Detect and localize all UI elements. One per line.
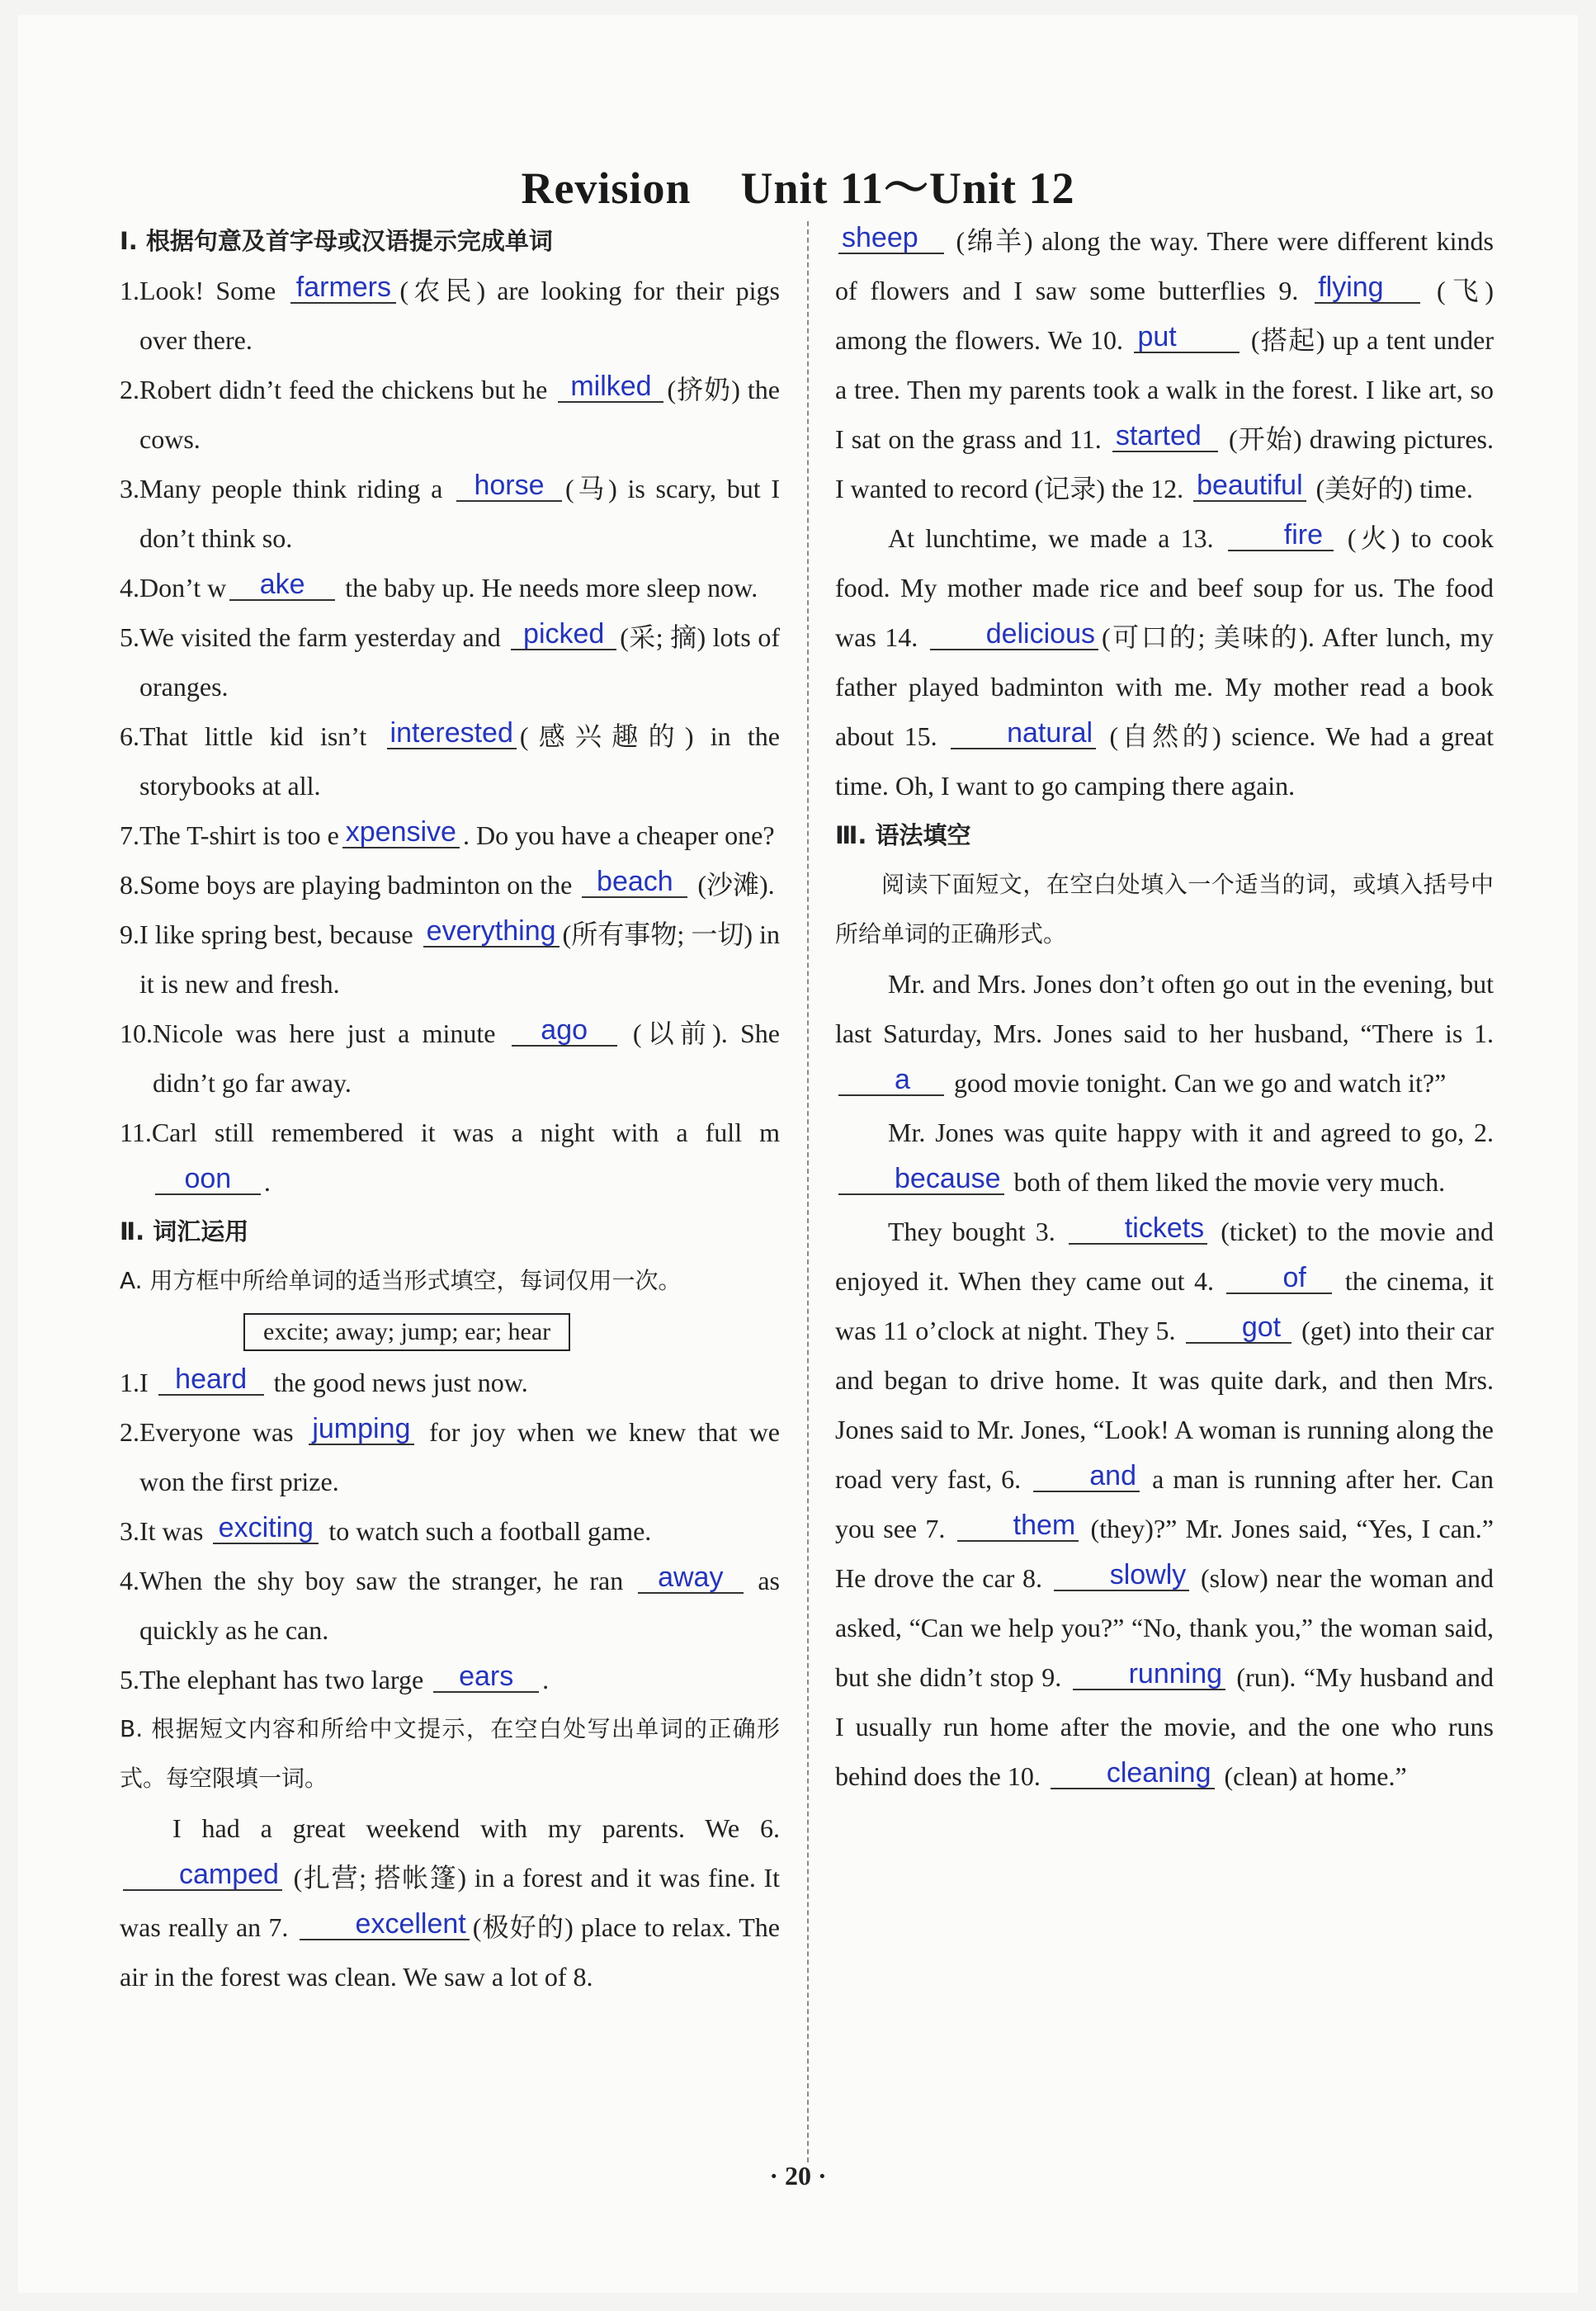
question-number: 10. — [120, 1018, 153, 1048]
question-item — [120, 1009, 780, 1108]
question-item — [120, 266, 780, 365]
answer-g7[interactable]: them — [957, 1510, 1079, 1542]
question-text: Everyone was jumping for joy when we knew that we won the first prize. — [139, 1413, 781, 1496]
question-item — [120, 1108, 780, 1207]
column-divider — [807, 221, 809, 2162]
question-item — [120, 811, 780, 860]
answer-b13[interactable]: fire — [1228, 520, 1334, 551]
question-text: Carl still remembered it was a night with a full moon . — [151, 1118, 780, 1197]
answer-blank[interactable]: milked — [558, 371, 663, 403]
question-number: 4. — [120, 573, 139, 603]
section-1-items — [120, 266, 780, 1207]
answer-blank[interactable]: interested — [387, 718, 517, 749]
answer-g5[interactable]: got — [1186, 1312, 1291, 1344]
question-number: 5. — [120, 622, 139, 652]
passage-b-paragraph-1-cont: sheep (绵羊) along the way. There were different kinds of flowers and I saw some butterflies 9. flying (飞) among the flowers. We 10. put (搭起) up a tent under a tree. Then my parents took a walk in the forest. I like art, so I sat on the grass and 11. started (开始) drawing pictures. I wanted to record (记录) the 12. beautiful (美好的) time. — [835, 222, 1494, 503]
question-text: The T-shirt is too e xpensive . Do you have a cheaper one? — [139, 816, 775, 850]
answer-blank[interactable]: ears — [433, 1661, 539, 1693]
section-2a-instruction: A. 用方框中所给单词的适当形式填空，每词仅用一次。 — [120, 1267, 682, 1294]
question-text: I heard the good news just now. — [139, 1363, 528, 1397]
page-number: · 20 · — [769, 2161, 827, 2190]
answer-blank[interactable]: away — [638, 1562, 744, 1594]
section-2-heading: Ⅱ. 词汇运用 — [120, 1217, 249, 1245]
section-2a-items — [120, 1358, 780, 1704]
question-text: The elephant has two large ears . — [139, 1661, 550, 1694]
answer-b8[interactable]: sheep — [838, 223, 944, 254]
answer-g6[interactable]: and — [1033, 1461, 1140, 1492]
question-number: 11. — [120, 1118, 152, 1147]
section-3-heading: Ⅲ. 语法填空 — [835, 821, 971, 849]
question-number: 3. — [120, 1516, 139, 1546]
grammar-paragraph-2: Mr. Jones was quite happy with it and agreed to go, 2. because both of them liked the movie very much. — [835, 1108, 1494, 1207]
question-item — [120, 464, 780, 563]
answer-blank[interactable]: ake — [229, 569, 335, 601]
question-number: 5. — [120, 1665, 139, 1694]
question-item — [120, 1655, 780, 1704]
answer-blank[interactable]: horse — [456, 470, 562, 502]
title-revision: Revision — [521, 163, 692, 213]
right-column — [835, 216, 1494, 1801]
answer-g9[interactable]: running — [1073, 1659, 1225, 1690]
question-text: Many people think riding a horse (马) is scary, but I don’t think so. — [139, 470, 780, 553]
grammar-paragraph-3: They bought 3. tickets (ticket) to the movie and enjoyed it. When they came out 4. of the cinema, it was 11 o’clock at night. They 5. got (get) into their car and began to drive home. It was quite dark, and then Mrs. Jones said to Mr. Jones, “Look! A woman is running along the road very fast, 6. and a man is running after her. Can you see 7. them (they)?” Mr. Jones said, “Yes, I can.” He drove the car 8. slowly (slow) near the woman and asked, “Can we help you?” “No, thank you,” the woman said, but she didn’t stop 9. running (run). “My husband and I usually run home after the movie, and the one who runs behind does the 10. cleaning (clean) at home.” — [835, 1212, 1494, 1791]
answer-b7[interactable]: excellent — [300, 1909, 470, 1940]
question-number: 6. — [120, 721, 139, 751]
answer-blank[interactable]: everything — [423, 916, 560, 948]
question-number: 1. — [120, 1368, 139, 1397]
left-column — [120, 216, 780, 2001]
answer-blank[interactable]: ago — [512, 1015, 617, 1047]
question-number: 8. — [120, 870, 139, 900]
passage-b-paragraph-2: At lunchtime, we made a 13. fire (火) to cook food. My mother made rice and beef soup for us. The food was 14. delicious (可口的; 美味的). After lunch, my father played badminton with me. My mother read a book about 15. natural (自然的) science. We had a great time. Oh, I want to go camping there again. — [835, 519, 1494, 801]
answer-g4[interactable]: of — [1226, 1263, 1332, 1294]
question-number: 2. — [120, 375, 139, 404]
answer-blank[interactable]: beach — [582, 867, 687, 898]
question-text: Nicole was here just a minute ago (以前). She didn’t go far away. — [153, 1014, 780, 1098]
answer-g3[interactable]: tickets — [1069, 1213, 1207, 1245]
answer-b9[interactable]: flying — [1315, 272, 1420, 304]
question-text: We visited the farm yesterday and picked (采; 摘) lots of oranges. — [139, 618, 780, 702]
answer-g8[interactable]: slowly — [1054, 1560, 1190, 1591]
question-text: Some boys are playing badminton on the beach (沙滩). — [139, 866, 775, 900]
question-item — [120, 365, 780, 464]
answer-b14[interactable]: delicious — [930, 619, 1098, 650]
answer-blank[interactable]: heard — [158, 1364, 264, 1396]
question-text: It was exciting to watch such a football game. — [139, 1512, 652, 1546]
word-box: excite; away; jump; ear; hear — [243, 1313, 570, 1351]
answer-blank[interactable]: jumping — [309, 1414, 414, 1445]
question-item — [120, 711, 780, 811]
question-number: 2. — [120, 1417, 139, 1447]
answer-g1[interactable]: a — [838, 1065, 944, 1096]
answer-b10[interactable]: put — [1134, 322, 1239, 353]
answer-b15[interactable]: natural — [951, 718, 1096, 749]
answer-blank[interactable]: xpensive — [342, 817, 460, 848]
grammar-paragraph-1: Mr. and Mrs. Jones don’t often go out in the evening, but last Saturday, Mrs. Jones said to her husband, “There is 1. a good movie tonight. Can we go and watch it?” — [835, 969, 1494, 1098]
question-item — [120, 612, 780, 711]
answer-b6[interactable]: camped — [123, 1860, 282, 1891]
question-number: 9. — [120, 919, 139, 949]
question-number: 4. — [120, 1566, 139, 1595]
answer-blank[interactable]: exciting — [213, 1513, 319, 1544]
question-item — [120, 563, 780, 612]
question-text: Look! Some farmers (农民) are looking for their pigs over there. — [139, 272, 780, 355]
question-item — [120, 1556, 780, 1655]
question-number: 3. — [120, 474, 139, 503]
question-number: 1. — [120, 276, 139, 305]
page-title — [0, 153, 1596, 216]
answer-g2[interactable]: because — [838, 1164, 1004, 1195]
section-3-instruction: 阅读下面短文，在空白处填入一个适当的词，或填入括号中所给单词的正确形式。 — [835, 871, 1494, 948]
question-text: I like spring best, because everything (所有事物; 一切) in it is new and fresh. — [139, 915, 780, 999]
question-text: When the shy boy saw the stranger, he ran away as quickly as he can. — [139, 1562, 781, 1645]
question-text: Robert didn’t feed the chickens but he milked (挤奶) the cows. — [139, 371, 780, 454]
section-1-heading: Ⅰ. 根据句意及首字母或汉语提示完成单词 — [120, 227, 553, 255]
question-item — [120, 860, 780, 910]
answer-g10[interactable]: cleaning — [1051, 1758, 1215, 1789]
question-item — [120, 1407, 780, 1506]
answer-b12[interactable]: beautiful — [1193, 470, 1306, 502]
question-number: 7. — [120, 820, 139, 850]
passage-b-paragraph-1: I had a great weekend with my parents. We 6. camped (扎营; 搭帐篷) in a forest and it was fine. It was really an 7. excellent (极好的) place to relax. The air in the forest was clean. We saw a lot of 8. — [120, 1813, 780, 1992]
answer-blank[interactable]: oon — [155, 1164, 261, 1195]
answer-b11[interactable]: started — [1112, 421, 1218, 452]
answer-blank[interactable]: picked — [511, 619, 616, 650]
section-2b-instruction: B. 根据短文内容和所给中文提示，在空白处写出单词的正确形式。每空限填一词。 — [120, 1715, 780, 1792]
question-item — [120, 910, 780, 1009]
question-item — [120, 1358, 780, 1407]
question-item — [120, 1506, 780, 1556]
title-units: Unit 11～Unit 12 — [740, 163, 1075, 213]
answer-blank[interactable]: farmers — [290, 272, 396, 304]
question-text: That little kid isn’t interested (感兴趣的) in the storybooks at all. — [139, 717, 780, 801]
question-text: Don’t w ake the baby up. He needs more sleep now. — [139, 569, 758, 603]
